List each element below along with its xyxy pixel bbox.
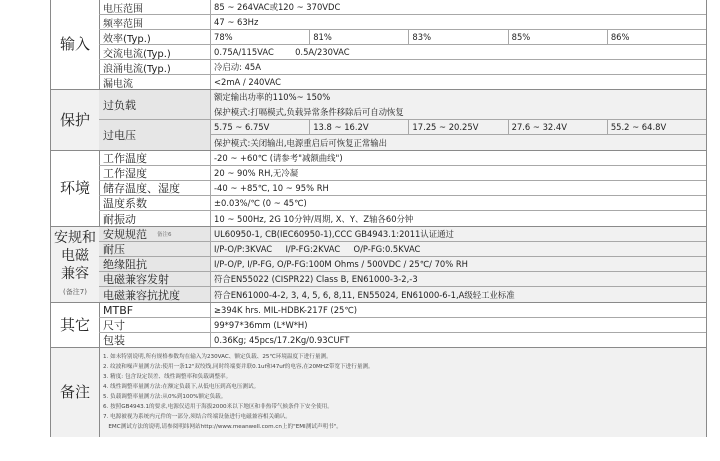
row-emc-emission: [99, 272, 706, 287]
section-title-others: 其它: [51, 303, 100, 347]
value-packing: 0.36Kg; 45pcs/17.2Kg/0.93CUFT: [214, 335, 350, 345]
section-input: [51, 0, 706, 90]
overvoltage-value: 5.75 ~ 6.75V: [211, 120, 310, 134]
label-efficiency: 效率(Typ.): [99, 30, 211, 44]
section-others: [51, 303, 706, 348]
spec-table: [50, 0, 707, 437]
safety-title-line3: 兼容: [61, 265, 89, 282]
row-mtbf: [99, 303, 706, 318]
value-temp-coefficient: ±0.03%/℃ (0 ~ 45℃): [214, 198, 307, 208]
row-efficiency: [99, 30, 706, 45]
note-line: 3. 精度: 包含设定误差、线性调整率和负载调整率。: [103, 374, 232, 380]
value-safety-standards: UL60950-1, CB(IEC60950-1),CCC GB4943.1:2011认证通过: [214, 229, 454, 239]
row-frequency: [99, 15, 706, 30]
section-title-safety: [51, 227, 100, 302]
value-inrush-current: 冷启动: 45A: [214, 62, 261, 72]
value-mtbf: ≥394K hrs. MIL-HDBK-217F (25℃): [214, 305, 358, 315]
section-title-input: 输入: [51, 0, 100, 89]
row-dimension: [99, 318, 706, 333]
value-dimension: 99*97*36mm (L*W*H): [214, 320, 308, 330]
note-line: 6. 按照GB4943.1的要求,电源仅适用于海拔2000米以下地区和非热带气候条件下安全使用。: [103, 404, 333, 410]
value-vibration: 10 ~ 500Hz, 2G 10分钟/周期, X、Y、Z轴各60分钟: [214, 213, 414, 224]
row-safety-standards: [99, 227, 706, 242]
section-environment: [51, 151, 706, 227]
row-storage: [99, 181, 706, 196]
note-line: 7. 电源被视为系统内元件的一部分,须结合终端设备进行电磁兼容相关确认。: [103, 414, 291, 420]
value-isolation: I/P-O/P, I/P-FG, O/P-FG:100M Ohms / 500VDC / 25℃/ 70% RH: [214, 259, 468, 269]
efficiency-value: 86%: [610, 32, 630, 42]
value-frequency: 47 ~ 63Hz: [214, 17, 259, 27]
overload-mode: 保护模式:打嗝模式,负载异常条件移除后可自动恢复: [214, 106, 404, 117]
efficiency-value: 85%: [509, 30, 608, 44]
label-voltage-range: 电压范围: [99, 0, 211, 14]
row-working-temp: [99, 151, 706, 166]
row-packing: [99, 333, 706, 347]
label-mtbf: MTBF: [99, 303, 211, 317]
label-isolation: 绝缘阻抗: [99, 257, 211, 271]
efficiency-value: 78%: [211, 30, 310, 44]
section-title-environment: 环境: [51, 151, 100, 226]
row-emc-immunity: [99, 287, 706, 302]
note-line: EMC测试方法的说明,请参阅明纬网站http://www.meanwell.com.cn上的"EMI测试声明书"。: [103, 424, 342, 430]
row-ac-current: [99, 45, 706, 60]
row-overvoltage: [99, 120, 706, 150]
row-leakage-current: [99, 75, 706, 89]
safety-title-line1: 安规和: [54, 229, 96, 246]
overvoltage-value: 27.6 ~ 32.4V: [509, 120, 608, 134]
label-inrush-current: 浪涌电流(Typ.): [99, 60, 211, 74]
section-protection: [51, 90, 706, 151]
overvoltage-value: 55.2 ~ 64.8V: [610, 122, 667, 132]
overvoltage-value: 13.8 ~ 16.2V: [310, 120, 409, 134]
label-frequency: 频率范围: [99, 15, 211, 29]
note-line: 4. 线性调整率量测方法:在额定负载下,从低电压到高电压测试。: [103, 384, 260, 390]
label-overload: 过负载: [99, 90, 211, 119]
label-working-temp: 工作温度: [99, 151, 211, 165]
safety-standards-text: 安规规范: [103, 228, 147, 241]
label-safety-standards: [99, 227, 211, 241]
section-notes: [51, 348, 706, 437]
safety-standards-note: 备注6: [157, 232, 172, 238]
value-overload: [211, 90, 706, 119]
label-emc-immunity: 电磁兼容抗扰度: [99, 287, 211, 302]
value-working-humidity: 20 ~ 90% RH,无冷凝: [214, 168, 299, 178]
label-packing: 包装: [99, 333, 211, 347]
safety-title-line2: 电磁: [61, 247, 89, 264]
label-vibration: 耐振动: [99, 211, 211, 226]
row-working-humidity: [99, 166, 706, 181]
label-emc-emission: 电磁兼容发射: [99, 272, 211, 286]
overvoltage-value: 17.25 ~ 20.25V: [409, 120, 508, 134]
note-line: 5. 负载调整率量测方法:从0%到100%额定负载。: [103, 394, 227, 400]
note-line: 1. 如未特别说明,所有规格参数均在输入为230VAC、额定负载、25℃环境温度下进行量测。: [103, 354, 332, 360]
label-leakage-current: 漏电流: [99, 75, 211, 89]
label-dimension: 尺寸: [99, 318, 211, 332]
value-working-temp: -20 ~ +60℃ (请参考"减额曲线"): [214, 153, 343, 163]
value-voltage-range: 85 ~ 264VAC或120 ~ 370VDC: [214, 2, 341, 12]
efficiency-value: 83%: [409, 30, 508, 44]
label-storage: 储存温度、湿度: [99, 181, 211, 195]
efficiency-value: 81%: [310, 30, 409, 44]
value-leakage-current: <2mA / 240VAC: [214, 77, 281, 87]
section-safety-emc: [51, 227, 706, 303]
section-title-protection: 保护: [51, 90, 100, 150]
note-line: 2. 纹波和噪声量测方法:使用一条12"双绞线,同时终端要并联0.1uf和47uf的电容,在20MHZ带宽下进行量测。: [103, 364, 374, 370]
value-emc-immunity: 符合EN61000-4-2, 3, 4, 5, 6, 8,11, EN55024, EN61000-6-1,A级轻工业标准: [214, 289, 515, 300]
row-temp-coefficient: [99, 196, 706, 211]
safety-title-note: (备注7): [63, 287, 87, 296]
label-temp-coefficient: 温度系数: [99, 196, 211, 210]
value-emc-emission: 符合EN55022 (CISPR22) Class B, EN61000-3-2,-3: [214, 274, 418, 284]
row-isolation: [99, 257, 706, 272]
value-ac-current: 0.75A/115VAC 0.5A/230VAC: [214, 47, 350, 57]
overload-threshold: 额定输出功率的110%~ 150%: [214, 92, 331, 103]
label-overvoltage: 过电压: [99, 120, 211, 150]
row-voltage-range: [99, 0, 706, 15]
section-title-notes: 备注: [51, 348, 100, 437]
overvoltage-mode: 保护模式:关闭输出,电源重启后可恢复正常输出: [214, 137, 387, 148]
value-withstand-voltage: I/P-O/P:3KVAC I/P-FG:2KVAC O/P-FG:0.5KVAC: [214, 244, 421, 254]
value-storage: -40 ~ +85℃, 10 ~ 95% RH: [214, 183, 329, 193]
row-overload: [99, 90, 706, 120]
row-inrush-current: [99, 60, 706, 75]
label-withstand-voltage: 耐压: [99, 242, 211, 256]
label-ac-current: 交流电流(Typ.): [99, 45, 211, 59]
row-withstand-voltage: [99, 242, 706, 257]
label-working-humidity: 工作湿度: [99, 166, 211, 180]
row-vibration: [99, 211, 706, 226]
